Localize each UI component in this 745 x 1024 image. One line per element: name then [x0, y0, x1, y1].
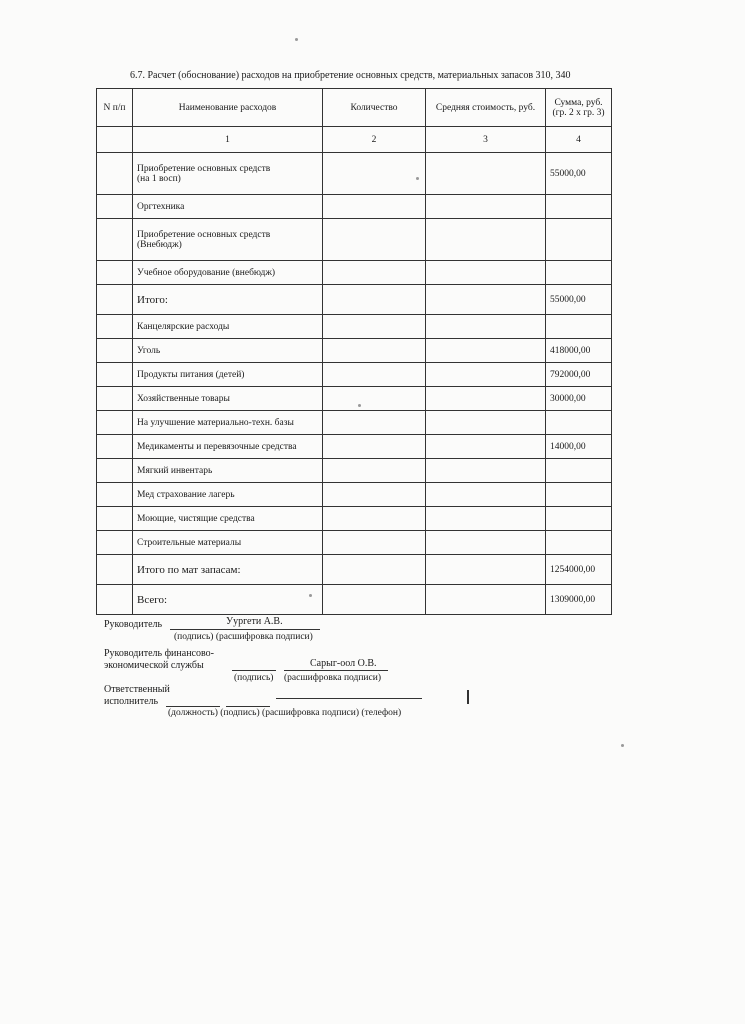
- row-name-cell: Оргтехника: [133, 195, 323, 219]
- row-name-cell: Канцелярские расходы: [133, 315, 323, 339]
- row-avg-cost-cell: [426, 411, 546, 435]
- colnum-3: 3: [426, 127, 546, 153]
- table-row: [97, 219, 612, 261]
- header-avg-cost: Средняя стоимость, руб.: [426, 89, 546, 127]
- row-name-cell: Строительные материалы: [133, 531, 323, 555]
- row-name-cell: Итого по мат запасам:: [133, 555, 323, 585]
- row-sum-cell: [546, 261, 612, 285]
- row-number-cell: [97, 555, 133, 585]
- row-number-cell: [97, 339, 133, 363]
- exec-label-2: исполнитель: [104, 696, 159, 707]
- row-avg-cost-cell: [426, 339, 546, 363]
- row-name-cell: Медикаменты и перевязочные средства: [133, 435, 323, 459]
- row-name-cell: Всего:: [133, 585, 323, 615]
- head-sign-line: [170, 629, 320, 630]
- row-quantity-cell: [323, 261, 426, 285]
- fin-label-2: экономической службы: [104, 660, 204, 671]
- row-number-cell: [97, 411, 133, 435]
- table-row: [97, 363, 612, 387]
- colnum-4: 4: [546, 127, 612, 153]
- row-number-cell: [97, 153, 133, 195]
- row-avg-cost-cell: [426, 285, 546, 315]
- row-sum-cell: [546, 507, 612, 531]
- row-number-cell: [97, 507, 133, 531]
- fin-name-line: [284, 670, 388, 671]
- head-label: Руководитель: [104, 619, 163, 630]
- exec-position-line: [166, 706, 220, 707]
- row-quantity-cell: [323, 339, 426, 363]
- header-number: N п/п: [97, 89, 133, 127]
- row-name-cell: Мягкий инвентарь: [133, 459, 323, 483]
- row-avg-cost-cell: [426, 195, 546, 219]
- head-caption: (подпись) (расшифровка подписи): [174, 632, 313, 642]
- row-number-cell: [97, 285, 133, 315]
- row-name-cell: Приобретение основных средств (Внебюдж): [133, 219, 323, 261]
- row-quantity-cell: [323, 555, 426, 585]
- row-quantity-cell: [323, 507, 426, 531]
- table-row: [97, 507, 612, 531]
- row-avg-cost-cell: [426, 219, 546, 261]
- row-number-cell: [97, 261, 133, 285]
- row-name-cell: Продукты питания (детей): [133, 363, 323, 387]
- row-name-cell: Учебное оборудование (внебюдж): [133, 261, 323, 285]
- header-name: Наименование расходов: [133, 89, 323, 127]
- scan-speck: [621, 744, 624, 747]
- row-number-cell: [97, 483, 133, 507]
- table-row: [97, 411, 612, 435]
- row-number-cell: [97, 585, 133, 615]
- fin-label-1: Руководитель финансово-: [104, 648, 214, 659]
- row-avg-cost-cell: [426, 435, 546, 459]
- row-number-cell: [97, 531, 133, 555]
- row-sum-cell: 55000,00: [546, 153, 612, 195]
- row-quantity-cell: [323, 315, 426, 339]
- header-quantity: Количество: [323, 89, 426, 127]
- row-number-cell: [97, 315, 133, 339]
- scan-speck: [309, 594, 312, 597]
- row-avg-cost-cell: [426, 459, 546, 483]
- section-title: 6.7. Расчет (обоснование) расходов на приобретение основных средств, материальных запасов 310, 340: [130, 70, 571, 81]
- fin-caption-decode: (расшифровка подписи): [284, 673, 381, 683]
- colnum-empty: [97, 127, 133, 153]
- row-sum-cell: 1309000,00: [546, 585, 612, 615]
- row-sum-cell: [546, 459, 612, 483]
- row-avg-cost-cell: [426, 153, 546, 195]
- row-sum-cell: [546, 411, 612, 435]
- exec-label-1: Ответственный: [104, 684, 170, 695]
- table-row: [97, 339, 612, 363]
- row-name-cell: На улучшение материально-техн. базы: [133, 411, 323, 435]
- scan-speck: [416, 177, 419, 180]
- row-number-cell: [97, 363, 133, 387]
- row-quantity-cell: [323, 411, 426, 435]
- table-row: [97, 555, 612, 585]
- exec-caption: (должность) (подпись) (расшифровка подписи) (телефон): [168, 708, 402, 718]
- table-row: [97, 315, 612, 339]
- header-sum: Сумма, руб. (гр. 2 х гр. 3): [546, 89, 612, 127]
- fin-name: Сарыг-оол О.В.: [310, 658, 377, 669]
- table-row: [97, 285, 612, 315]
- row-sum-cell: 418000,00: [546, 339, 612, 363]
- exec-sign-line: [226, 706, 270, 707]
- row-avg-cost-cell: [426, 531, 546, 555]
- table-row: [97, 585, 612, 615]
- table-row: [97, 459, 612, 483]
- head-name: Уургети А.В.: [226, 616, 283, 627]
- table-body: [97, 153, 612, 615]
- row-sum-cell: [546, 195, 612, 219]
- table-row: [97, 435, 612, 459]
- row-number-cell: [97, 387, 133, 411]
- row-quantity-cell: [323, 363, 426, 387]
- row-quantity-cell: [323, 483, 426, 507]
- row-quantity-cell: [323, 531, 426, 555]
- margin-mark: [467, 690, 469, 704]
- table-row: [97, 195, 612, 219]
- colnum-2: 2: [323, 127, 426, 153]
- row-number-cell: [97, 435, 133, 459]
- row-number-cell: [97, 195, 133, 219]
- table-row: [97, 387, 612, 411]
- row-name-cell: Приобретение основных средств (на 1 восп): [133, 153, 323, 195]
- row-quantity-cell: [323, 435, 426, 459]
- scan-speck: [358, 404, 361, 407]
- calculation-table: [96, 88, 612, 615]
- row-number-cell: [97, 459, 133, 483]
- row-name-cell: Уголь: [133, 339, 323, 363]
- table-row: [97, 483, 612, 507]
- column-number-row: [97, 127, 612, 153]
- row-sum-cell: [546, 531, 612, 555]
- fin-caption-sign: (подпись): [234, 673, 274, 683]
- row-sum-cell: [546, 315, 612, 339]
- row-quantity-cell: [323, 153, 426, 195]
- table-row: [97, 153, 612, 195]
- row-sum-cell: 14000,00: [546, 435, 612, 459]
- row-sum-cell: 30000,00: [546, 387, 612, 411]
- row-name-cell: Хозяйственные товары: [133, 387, 323, 411]
- exec-name-line: [276, 698, 422, 699]
- row-sum-cell: [546, 483, 612, 507]
- row-name-cell: Мед страхование лагерь: [133, 483, 323, 507]
- row-avg-cost-cell: [426, 363, 546, 387]
- row-quantity-cell: [323, 195, 426, 219]
- row-quantity-cell: [323, 219, 426, 261]
- row-avg-cost-cell: [426, 507, 546, 531]
- row-quantity-cell: [323, 285, 426, 315]
- row-quantity-cell: [323, 387, 426, 411]
- row-quantity-cell: [323, 459, 426, 483]
- fin-sign-line: [232, 670, 276, 671]
- table-row: [97, 261, 612, 285]
- row-avg-cost-cell: [426, 483, 546, 507]
- row-sum-cell: 1254000,00: [546, 555, 612, 585]
- row-sum-cell: [546, 219, 612, 261]
- scan-speck: [295, 38, 298, 41]
- row-sum-cell: 55000,00: [546, 285, 612, 315]
- row-name-cell: Итого:: [133, 285, 323, 315]
- row-avg-cost-cell: [426, 585, 546, 615]
- colnum-1: 1: [133, 127, 323, 153]
- row-name-cell: Моющие, чистящие средства: [133, 507, 323, 531]
- row-number-cell: [97, 219, 133, 261]
- row-avg-cost-cell: [426, 261, 546, 285]
- row-avg-cost-cell: [426, 555, 546, 585]
- table-header-row: [97, 89, 612, 127]
- row-sum-cell: 792000,00: [546, 363, 612, 387]
- row-avg-cost-cell: [426, 387, 546, 411]
- table-row: [97, 531, 612, 555]
- row-avg-cost-cell: [426, 315, 546, 339]
- row-quantity-cell: [323, 585, 426, 615]
